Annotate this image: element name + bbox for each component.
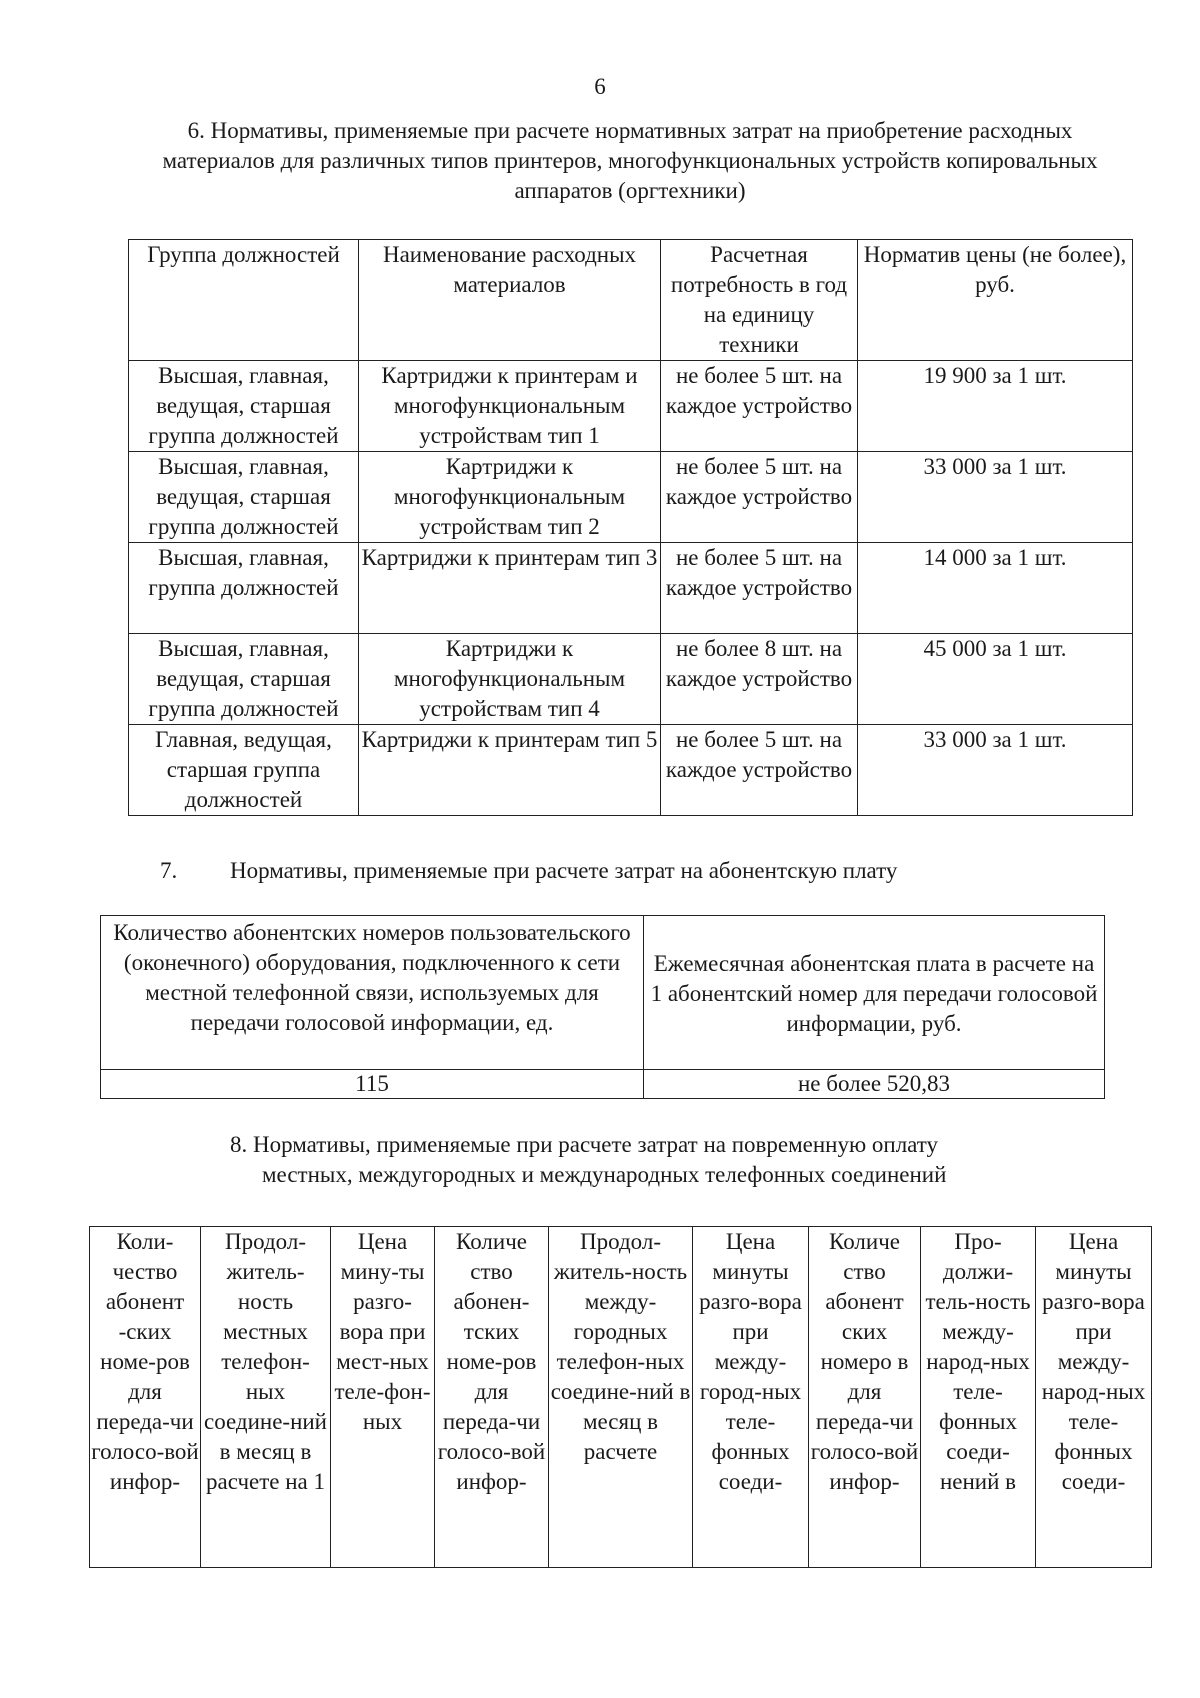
cell-monthly-fee: не более 520,83 (644, 1070, 1105, 1099)
section-6-title: 6. Нормативы, применяемые при расчете нормативных затрат на приобретение расходных материалов для различных типов принтеров, многофункциональных устройств копировальных аппаратов (оргтехники) (162, 118, 1098, 203)
header-monthly-fee: Ежемесячная абонентская плата в расчете на 1 абонентский номер для передачи голосовой информации, руб. (644, 916, 1105, 1070)
header-price-norm: Норматив цены (не более), руб. (858, 240, 1133, 361)
cell-annual-need: не более 5 шт. на каждое устройство (661, 361, 858, 452)
cell-price-norm: 45 000 за 1 шт. (858, 634, 1133, 725)
cell-subscriber-count: 115 (101, 1070, 644, 1099)
header-local-minute-price: Цена мину-ты разго-вора при мест-ных теле-фон-ных (331, 1227, 435, 1568)
cell-position-group: Высшая, главная, ведущая, старшая группа должностей (129, 452, 359, 543)
table-row (129, 452, 1133, 543)
table-row (101, 1070, 1105, 1099)
header-intercity-minute-price: Цена минуты разго-вора при между-город-ных теле-фонных соеди- (693, 1227, 809, 1568)
cell-material-name: Картриджи к принтерам и многофункциональным устройствам тип 1 (359, 361, 661, 452)
header-intercity-call-duration: Продол-житель-ность между-городных телефон-ных соедине-ний в месяц в расчете (549, 1227, 693, 1568)
header-position-group: Группа должностей (129, 240, 359, 361)
header-local-subscriber-count: Коли-чество абонент -ских номе-ров для переда-чи голосо-вой инфор- (90, 1227, 201, 1568)
cell-position-group: Высшая, главная, ведущая, старшая группа должностей (129, 361, 359, 452)
call-cost-norms-table (89, 1226, 1152, 1568)
header-local-call-duration: Продол-житель-ность местных телефон-ных соедине-ний в месяц в расчете на 1 (201, 1227, 331, 1568)
header-international-minute-price: Цена минуты разго-вора при между-народ-ных теле-фонных соеди- (1036, 1227, 1152, 1568)
section-7-title (160, 856, 1060, 886)
cell-material-name: Картриджи к принтерам тип 3 (359, 543, 661, 634)
header-material-name: Наименование расходных материалов (359, 240, 661, 361)
table-header-row (90, 1227, 1152, 1568)
subscription-fee-table (100, 915, 1105, 1099)
cell-annual-need: не более 5 шт. на каждое устройство (661, 725, 858, 816)
cell-annual-need: не более 5 шт. на каждое устройство (661, 543, 858, 634)
cell-annual-need: не более 8 шт. на каждое устройство (661, 634, 858, 725)
cell-price-norm: 33 000 за 1 шт. (858, 725, 1133, 816)
cell-position-group: Высшая, главная, группа должностей (129, 543, 359, 634)
header-international-call-duration: Про-должи-тель-ность между-народ-ных теле-фонных соеди-нений в (921, 1227, 1036, 1568)
cell-annual-need: не более 5 шт. на каждое устройство (661, 452, 858, 543)
section-7-title-text: Нормативы, применяемые при расчете затрат на абонентскую плату (230, 858, 898, 883)
table-row (129, 361, 1133, 452)
cell-price-norm: 33 000 за 1 шт. (858, 452, 1133, 543)
header-subscriber-count: Количество абонентских номеров пользовательского (оконечного) оборудования, подключенного к сети местной телефонной связи, используемых для передачи голосовой информации, ед. (101, 916, 644, 1070)
consumables-norms-table (128, 239, 1133, 816)
cell-price-norm: 19 900 за 1 шт. (858, 361, 1133, 452)
section-7-number: 7. (160, 858, 178, 883)
cell-position-group: Высшая, главная, ведущая, старшая группа должностей (129, 634, 359, 725)
page-number: 6 (594, 74, 606, 99)
section-8-title-line2: местных, междугородных и международных телефонных соединений (262, 1162, 947, 1187)
header-intercity-subscriber-count: Количе ство абонен-тских номе-ров для переда-чи голосо-вой инфор- (435, 1227, 549, 1568)
section-8-title (230, 1130, 1110, 1190)
section-8-title-line1: 8. Нормативы, применяемые при расчете затрат на повременную оплату (230, 1132, 939, 1157)
cell-material-name: Картриджи к многофункциональным устройствам тип 2 (359, 452, 661, 543)
table-row (129, 725, 1133, 816)
table-row (129, 543, 1133, 634)
cell-material-name: Картриджи к многофункциональным устройствам тип 4 (359, 634, 661, 725)
cell-material-name: Картриджи к принтерам тип 5 (359, 725, 661, 816)
cell-price-norm: 14 000 за 1 шт. (858, 543, 1133, 634)
header-international-subscriber-count: Количе ство абонент ских номеро в для переда-чи голосо-вой инфор- (809, 1227, 921, 1568)
table-row (129, 634, 1133, 725)
table-header-row (129, 240, 1133, 361)
cell-position-group: Главная, ведущая, старшая группа должностей (129, 725, 359, 816)
table-header-row (101, 916, 1105, 1070)
header-annual-need: Расчетная потребность в год на единицу техники (661, 240, 858, 361)
